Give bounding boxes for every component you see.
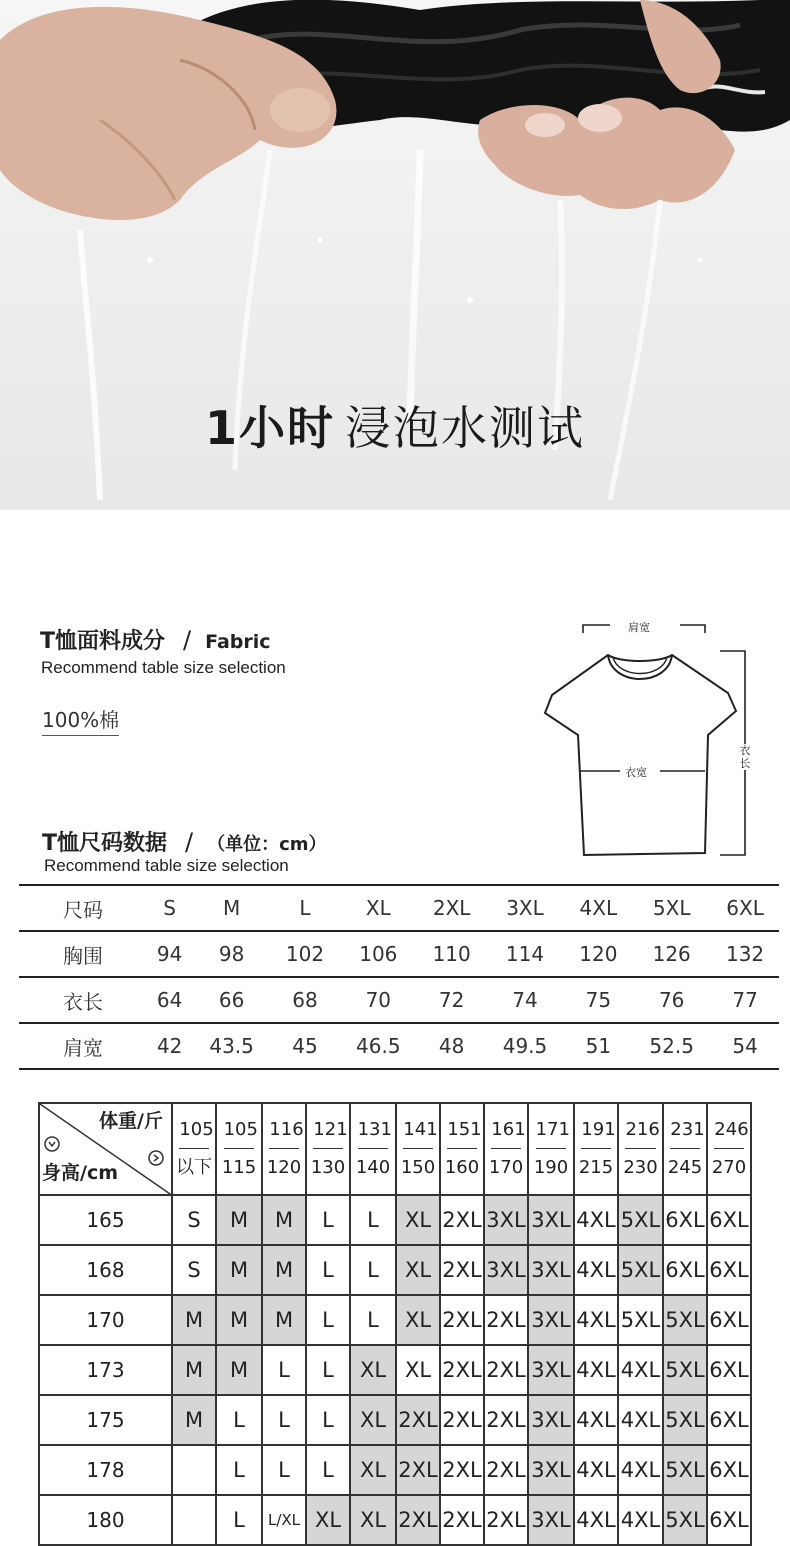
size-recommend-cell: 6XL	[707, 1395, 751, 1445]
size-table-row	[19, 1023, 779, 1069]
weight-header	[172, 1103, 216, 1195]
height-cell: 173	[39, 1345, 172, 1395]
size-recommend-cell: L	[262, 1345, 306, 1395]
tshirt-diagram	[540, 615, 755, 865]
size-recommend-cell: L	[306, 1345, 350, 1395]
weight-min: 216	[625, 1121, 655, 1149]
size-cell: 72	[418, 977, 486, 1023]
size-cell: 5XL	[632, 885, 711, 931]
weight-min: 116	[269, 1121, 298, 1149]
size-cell: 52.5	[632, 1023, 711, 1069]
height-cell: 178	[39, 1445, 172, 1495]
size-recommend-cell: 2XL	[484, 1495, 528, 1545]
weight-header	[663, 1103, 707, 1195]
weight-header	[306, 1103, 350, 1195]
size-title	[42, 826, 327, 857]
weight-header	[350, 1103, 396, 1195]
size-recommend-cell: 5XL	[663, 1495, 707, 1545]
size-recommend-cell: 2XL	[484, 1395, 528, 1445]
height-cell: 180	[39, 1495, 172, 1545]
size-recommend-cell: 6XL	[707, 1495, 751, 1545]
grid-corner	[39, 1103, 172, 1195]
weight-header	[440, 1103, 484, 1195]
weight-max: 160	[444, 1156, 480, 1178]
size-recommend-cell: L	[306, 1195, 350, 1245]
size-row-label: 尺码	[19, 885, 147, 931]
size-table-row	[19, 885, 779, 931]
size-cell: 46.5	[339, 1023, 418, 1069]
size-recommend-cell: 6XL	[707, 1295, 751, 1345]
size-cell: 120	[564, 931, 632, 977]
size-recommend-cell: 4XL	[574, 1495, 618, 1545]
weight-min: 161	[491, 1121, 520, 1149]
size-recommend-cell: 2XL	[440, 1195, 484, 1245]
size-row-label: 胸围	[19, 931, 147, 977]
size-recommend-cell: L	[262, 1395, 306, 1445]
size-recommend-cell: L	[350, 1295, 396, 1345]
weight-max: 130	[310, 1156, 346, 1178]
fabric-value: 100%棉	[42, 704, 119, 736]
size-recommend-cell: 5XL	[618, 1245, 663, 1295]
weight-max: 以下	[176, 1156, 212, 1178]
size-recommend-cell: 6XL	[707, 1195, 751, 1245]
size-recommend-cell: 3XL	[484, 1245, 528, 1295]
weight-max: 230	[623, 1156, 658, 1178]
size-cell: 114	[486, 931, 565, 977]
size-cell: XL	[339, 885, 418, 931]
size-recommend-cell: 5XL	[663, 1345, 707, 1395]
size-recommend-cell: L	[306, 1295, 350, 1345]
size-recommend-cell: M	[172, 1345, 216, 1395]
size-recommend-cell: 2XL	[396, 1445, 440, 1495]
size-recommend-cell: 3XL	[528, 1245, 574, 1295]
size-recommend-cell	[172, 1495, 216, 1545]
hero-banner	[0, 0, 790, 510]
size-recommend-cell: 4XL	[574, 1195, 618, 1245]
hero-title	[0, 392, 790, 458]
size-recommend-cell: 2XL	[440, 1495, 484, 1545]
size-cell: 94	[147, 931, 192, 977]
size-cell: 4XL	[564, 885, 632, 931]
size-recommend-cell: 2XL	[440, 1295, 484, 1345]
size-recommend-cell: 4XL	[618, 1345, 663, 1395]
height-cell: 175	[39, 1395, 172, 1445]
weight-header	[574, 1103, 618, 1195]
size-recommend-cell: 2XL	[440, 1395, 484, 1445]
size-title-slash: /	[185, 828, 194, 856]
size-recommend-cell: M	[262, 1195, 306, 1245]
size-cell: 74	[486, 977, 565, 1023]
weight-max: 190	[533, 1156, 569, 1178]
size-recommend-cell: M	[216, 1195, 262, 1245]
size-cell: 102	[271, 931, 339, 977]
size-cell: 75	[564, 977, 632, 1023]
size-title-unit: （单位：cm）	[207, 834, 327, 855]
size-recommend-grid	[38, 1102, 752, 1546]
size-recommend-cell: 5XL	[663, 1295, 707, 1345]
weight-min: 246	[714, 1121, 743, 1149]
size-recommend-cell: 4XL	[618, 1445, 663, 1495]
height-cell: 170	[39, 1295, 172, 1345]
size-table-row	[19, 931, 779, 977]
hero-title-light: 浸泡水测试	[345, 401, 585, 455]
size-cell: 3XL	[486, 885, 565, 931]
weight-min: 131	[358, 1121, 389, 1149]
size-recommend-cell: XL	[396, 1195, 440, 1245]
size-recommend-cell: 4XL	[574, 1245, 618, 1295]
weight-min: 231	[670, 1121, 699, 1149]
size-recommend-cell: 4XL	[618, 1495, 663, 1545]
weight-header	[707, 1103, 751, 1195]
grid-row	[39, 1345, 751, 1395]
diagram-chest-label: 衣宽	[625, 766, 647, 779]
size-cell: 49.5	[486, 1023, 565, 1069]
size-cell: 68	[271, 977, 339, 1023]
size-cell: 106	[339, 931, 418, 977]
size-recommend-cell: L	[306, 1395, 350, 1445]
grid-row	[39, 1395, 751, 1445]
size-recommend-cell: 3XL	[528, 1495, 574, 1545]
hero-title-bold: 1小时	[204, 401, 335, 455]
weight-max: 245	[667, 1156, 703, 1178]
size-cell: 110	[418, 931, 486, 977]
size-recommend-cell: XL	[350, 1345, 396, 1395]
size-recommend-cell: 3XL	[528, 1345, 574, 1395]
size-recommend-cell: XL	[306, 1495, 350, 1545]
size-recommend-cell: 4XL	[574, 1295, 618, 1345]
weight-min: 105	[179, 1121, 208, 1149]
weight-min: 151	[447, 1121, 476, 1149]
size-cell: 48	[418, 1023, 486, 1069]
weight-min: 141	[403, 1121, 432, 1149]
size-recommend-cell: XL	[350, 1395, 396, 1445]
size-cell: 64	[147, 977, 192, 1023]
weight-max: 170	[488, 1156, 524, 1178]
size-recommend-cell: 2XL	[484, 1445, 528, 1495]
size-recommend-cell: M	[172, 1295, 216, 1345]
size-recommend-cell: 2XL	[396, 1395, 440, 1445]
size-cell: 66	[192, 977, 271, 1023]
grid-row	[39, 1445, 751, 1495]
weight-max: 120	[266, 1156, 302, 1178]
weight-header	[528, 1103, 574, 1195]
size-recommend-cell	[172, 1445, 216, 1495]
weight-header	[396, 1103, 440, 1195]
size-recommend-cell: 3XL	[528, 1445, 574, 1495]
size-recommend-cell: 6XL	[707, 1345, 751, 1395]
size-recommend-cell: L	[306, 1445, 350, 1495]
size-recommend-cell: XL	[350, 1495, 396, 1545]
size-recommend-cell: 5XL	[663, 1445, 707, 1495]
size-recommend-cell: L	[216, 1395, 262, 1445]
weight-min: 121	[313, 1121, 342, 1149]
size-cell: 98	[192, 931, 271, 977]
size-recommend-cell: L	[216, 1445, 262, 1495]
size-title-cn: T恤尺码数据	[42, 831, 168, 856]
size-recommend-cell: S	[172, 1195, 216, 1245]
weight-max: 150	[400, 1156, 436, 1178]
size-table-row	[19, 977, 779, 1023]
height-cell: 168	[39, 1245, 172, 1295]
size-recommend-cell: 3XL	[528, 1395, 574, 1445]
size-cell: 2XL	[418, 885, 486, 931]
fabric-title-slash: /	[183, 626, 192, 654]
corner-height-label: 身高/cm	[42, 1162, 119, 1185]
size-subtitle: Recommend table size selection	[44, 856, 289, 875]
diagram-length-label: 衣长	[739, 744, 751, 770]
size-recommend-cell: M	[216, 1295, 262, 1345]
fabric-title-en: Fabric	[205, 631, 271, 653]
weight-max: 140	[355, 1156, 391, 1178]
weight-min: 171	[536, 1121, 567, 1149]
size-cell: 54	[711, 1023, 779, 1069]
fabric-title	[40, 624, 271, 655]
size-recommend-cell: 5XL	[663, 1395, 707, 1445]
size-recommend-cell: 5XL	[618, 1295, 663, 1345]
size-cell: L	[271, 885, 339, 931]
size-cell: S	[147, 885, 192, 931]
size-recommend-cell: M	[172, 1395, 216, 1445]
size-recommend-cell: M	[216, 1345, 262, 1395]
fabric-title-cn: T恤面料成分	[40, 629, 166, 654]
size-recommend-cell: 2XL	[484, 1345, 528, 1395]
diagram-shoulder-label: 肩宽	[628, 621, 650, 634]
size-recommend-cell: 5XL	[618, 1195, 663, 1245]
size-row-label: 肩宽	[19, 1023, 147, 1069]
weight-max: 215	[578, 1156, 614, 1178]
size-recommend-cell: L	[306, 1245, 350, 1295]
size-cell: 42	[147, 1023, 192, 1069]
size-recommend-cell: L	[262, 1445, 306, 1495]
size-cell: 77	[711, 977, 779, 1023]
weight-header	[262, 1103, 306, 1195]
grid-row	[39, 1195, 751, 1245]
size-cell: 126	[632, 931, 711, 977]
size-recommend-cell: 4XL	[618, 1395, 663, 1445]
height-cell: 165	[39, 1195, 172, 1245]
size-recommend-cell: XL	[396, 1295, 440, 1345]
size-recommend-cell: 4XL	[574, 1445, 618, 1495]
size-cell: 132	[711, 931, 779, 977]
weight-max: 115	[221, 1156, 257, 1178]
weight-min: 191	[581, 1121, 610, 1149]
size-recommend-cell: 4XL	[574, 1345, 618, 1395]
size-table	[19, 884, 779, 1070]
grid-row	[39, 1495, 751, 1545]
size-recommend-cell: L	[350, 1195, 396, 1245]
grid-row	[39, 1245, 751, 1295]
size-recommend-cell: 6XL	[663, 1195, 707, 1245]
size-cell: M	[192, 885, 271, 931]
size-recommend-cell: XL	[396, 1245, 440, 1295]
size-recommend-cell: XL	[350, 1445, 396, 1495]
weight-header	[618, 1103, 663, 1195]
size-cell: 70	[339, 977, 418, 1023]
size-row-label: 衣长	[19, 977, 147, 1023]
size-cell: 51	[564, 1023, 632, 1069]
size-recommend-cell: 3XL	[484, 1195, 528, 1245]
size-recommend-cell: L	[216, 1495, 262, 1545]
corner-weight-label: 体重/斤	[99, 1110, 163, 1132]
size-recommend-cell: M	[262, 1245, 306, 1295]
weight-header	[216, 1103, 262, 1195]
size-recommend-cell: 6XL	[707, 1445, 751, 1495]
size-recommend-cell: M	[262, 1295, 306, 1345]
weight-max: 270	[711, 1156, 747, 1178]
fabric-subtitle: Recommend table size selection	[41, 658, 286, 677]
size-recommend-cell: 6XL	[707, 1245, 751, 1295]
size-recommend-cell: S	[172, 1245, 216, 1295]
grid-row	[39, 1295, 751, 1345]
size-cell: 43.5	[192, 1023, 271, 1069]
size-recommend-cell: 6XL	[663, 1245, 707, 1295]
weight-header	[484, 1103, 528, 1195]
size-recommend-cell: L	[350, 1245, 396, 1295]
size-cell: 45	[271, 1023, 339, 1069]
weight-min: 105	[224, 1121, 255, 1149]
size-recommend-cell: 2XL	[440, 1245, 484, 1295]
size-recommend-cell: 2XL	[396, 1495, 440, 1545]
size-cell: 76	[632, 977, 711, 1023]
size-recommend-cell: 3XL	[528, 1195, 574, 1245]
size-recommend-cell: 2XL	[440, 1445, 484, 1495]
size-recommend-cell: 4XL	[574, 1395, 618, 1445]
size-recommend-cell: L/XL	[262, 1495, 306, 1545]
size-recommend-cell: XL	[396, 1345, 440, 1395]
size-recommend-cell: 2XL	[484, 1295, 528, 1345]
size-recommend-cell: 2XL	[440, 1345, 484, 1395]
size-recommend-cell: M	[216, 1245, 262, 1295]
size-cell: 6XL	[711, 885, 779, 931]
size-recommend-cell: 3XL	[528, 1295, 574, 1345]
